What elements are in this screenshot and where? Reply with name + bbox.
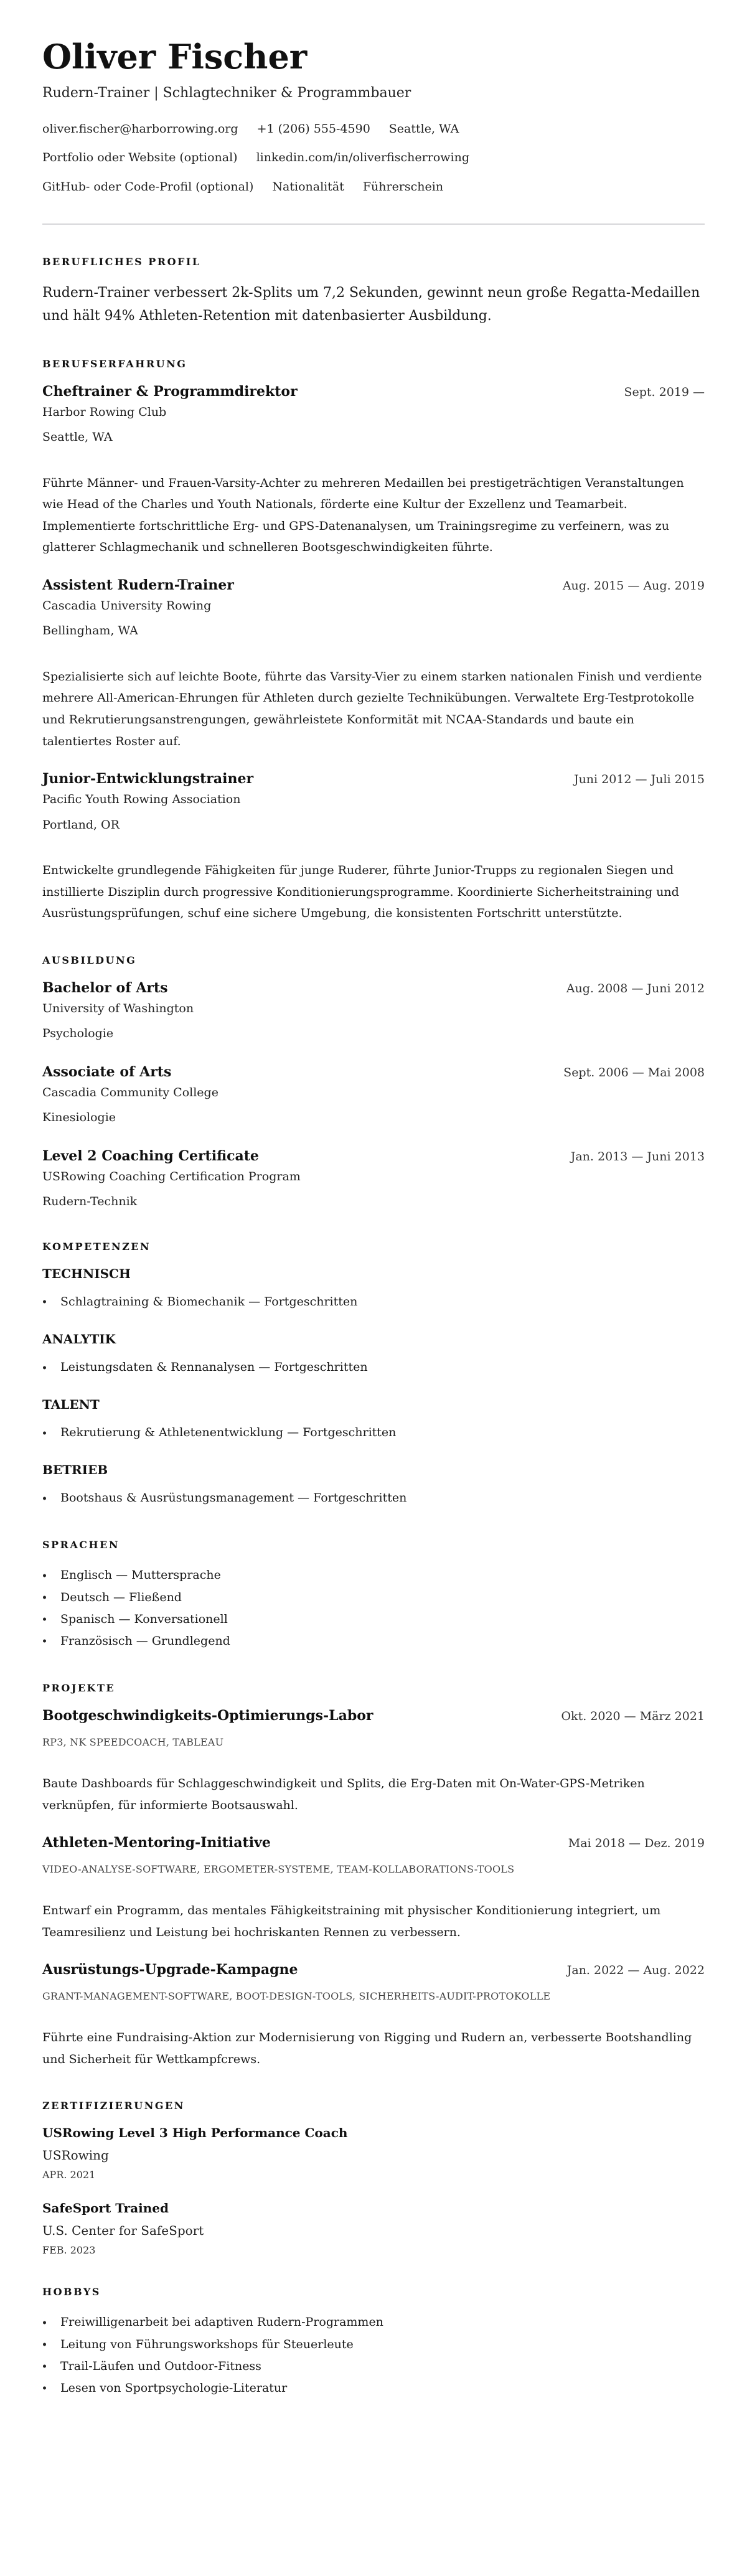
job-location: Bellingham, WA	[42, 624, 138, 638]
candidate-headline: Rudern-Trainer | Schlagtechniker & Programmbauer	[42, 85, 411, 101]
job-employer: Pacific Youth Rowing Association	[42, 792, 241, 807]
skill-item: Bootshaus & Ausrüstungsmanagement — Fortgeschritten	[42, 1487, 705, 1509]
project-entry	[42, 1962, 705, 2070]
education-dates: Aug. 2008 — Juni 2012	[566, 981, 705, 995]
skill-item: Schlagtraining & Biomechanik — Fortgeschritten	[42, 1291, 705, 1313]
resume-header	[42, 37, 705, 225]
degree-title: Bachelor of Arts	[42, 979, 168, 996]
education-entry	[42, 1148, 705, 1211]
school-name: Cascadia Community College	[42, 1085, 218, 1099]
contact-phone[interactable]: +1 (206) 555-4590	[256, 121, 370, 136]
section-title-education: AUSBILDUNG	[42, 954, 137, 966]
language-item: Französisch — Grundlegend	[42, 1630, 705, 1652]
degree-title: Associate of Arts	[42, 1063, 172, 1080]
education-dates: Jan. 2013 — Juni 2013	[570, 1149, 705, 1163]
section-education	[42, 954, 705, 1211]
contact-row-links	[42, 150, 705, 166]
section-languages	[42, 1539, 705, 1652]
section-hobbies	[42, 2286, 705, 2399]
section-title-languages: SPRACHEN	[42, 1539, 120, 1551]
section-title-profile: BERUFLICHES PROFIL	[42, 255, 201, 268]
project-entry	[42, 1708, 705, 1816]
hobby-item: Lesen von Sportpsychologie-Literatur	[42, 2377, 705, 2399]
project-description: Entwarf ein Programm, das mentales Fähigkeitstraining mit physischer Konditionierung integriert, um Teamresilienz und Leistung bei hochriskanten Rennen zu verbessern.	[42, 1904, 661, 1939]
school-name: USRowing Coaching Certification Program	[42, 1169, 301, 1183]
job-title: Junior-Entwicklungstrainer	[42, 771, 254, 787]
job-title: Assistent Rudern-Trainer	[42, 576, 234, 593]
education-entry	[42, 980, 705, 1043]
project-title: Ausrüstungs-Upgrade-Kampagne	[42, 1962, 298, 1978]
skill-list	[42, 1291, 705, 1313]
section-projects	[42, 1682, 705, 2070]
job-description: Entwickelte grundlegende Fähigkeiten für junge Ruderer, führte Junior-Trupps zu regionalen Siegen und instillierte Disziplin durch progressive Konditionierungsprogramme. Koordinierte Sicherheitstraining und Ausrüstungsprüfungen, schuf eine sichere Umgebung, die konsistenten Fortschritt unterstützte.	[42, 863, 679, 921]
job-description: Führte Männer- und Frauen-Varsity-Achter zu mehreren Medaillen bei prestigeträchtigen Veranstaltungen wie Head of the Charles und Youth Nationals, förderte eine Kultur der Exzellenz und Teamarbeit. Implementierte fortschrittliche Erg- und GPS-Datenanalysen, um Trainingsregime zu verfeinern, was zu glatterer Schlagmechanik und schnelleren Bootsgeschwindigkeiten führte.	[42, 476, 684, 555]
field-of-study: Kinesiologie	[42, 1111, 116, 1125]
section-profile	[42, 256, 705, 328]
skill-item: Leistungsdaten & Rennanalysen — Fortgeschritten	[42, 1356, 705, 1378]
certification-date: APR. 2021	[42, 2169, 96, 2181]
header-divider	[42, 223, 705, 225]
project-dates: Jan. 2022 — Aug. 2022	[566, 1963, 705, 1978]
education-entry	[42, 1064, 705, 1127]
skill-list	[42, 1356, 705, 1378]
project-tech-stack: RP3, NK SPEEDCOACH, TABLEAU	[42, 1736, 224, 1749]
section-title-projects: PROJEKTE	[42, 1682, 116, 1695]
language-item: Englisch — Muttersprache	[42, 1564, 705, 1586]
skill-category-title: TECHNISCH	[42, 1266, 131, 1281]
job-title: Cheftrainer & Programmdirektor	[42, 383, 298, 400]
candidate-name: Oliver Fischer	[42, 37, 308, 77]
certification-issuer: USRowing	[42, 2148, 109, 2163]
field-of-study: Psychologie	[42, 1027, 114, 1041]
job-dates: Juni 2012 — Juli 2015	[573, 773, 705, 787]
contact-email[interactable]: oliver.fischer@harborrowing.org	[42, 121, 238, 136]
skill-category-title: ANALYTIK	[42, 1332, 116, 1347]
project-description: Führte eine Fundraising-Aktion zur Modernisierung von Rigging und Rudern an, verbesserte Bootshandling und Sicherheit für Wettkampfcrews.	[42, 2031, 692, 2066]
section-title-certifications: ZERTIFIZIERUNGEN	[42, 2100, 185, 2112]
language-item: Spanisch — Konversationell	[42, 1609, 705, 1630]
project-tech-stack: GRANT-MANAGEMENT-SOFTWARE, BOOT-DESIGN-TOOLS, SICHERHEITS-AUDIT-PROTOKOLLE	[42, 1990, 551, 2003]
section-certifications	[42, 2100, 705, 2256]
project-title: Athleten-Mentoring-Initiative	[42, 1835, 271, 1851]
contact-linkedin[interactable]: linkedin.com/in/oliverfischerrowing	[256, 151, 470, 165]
project-description: Baute Dashboards für Schlaggeschwindigkeit und Splits, die Erg-Daten mit On-Water-GPS-Metriken verknüpfen, für informierte Bootsauswahl.	[42, 1777, 645, 1812]
project-tech-stack: VIDEO-ANALYSE-SOFTWARE, ERGOMETER-SYSTEME, TEAM-KOLLABORATIONS-TOOLS	[42, 1863, 515, 1876]
contact-row-primary	[42, 121, 705, 137]
section-title-hobbies: HOBBYS	[42, 2286, 101, 2298]
contact-row-extra	[42, 179, 705, 195]
experience-entry	[42, 577, 705, 752]
project-dates: Okt. 2020 — März 2021	[561, 1709, 705, 1724]
education-dates: Sept. 2006 — Mai 2008	[563, 1065, 705, 1079]
section-title-skills: KOMPETENZEN	[42, 1240, 151, 1253]
hobby-item: Freiwilligenarbeit bei adaptiven Rudern-Programmen	[42, 2311, 705, 2333]
contact-github[interactable]: GitHub- oder Code-Profil (optional)	[42, 180, 254, 194]
field-of-study: Rudern-Technik	[42, 1195, 138, 1209]
language-list	[42, 1564, 705, 1652]
profile-summary: Rudern-Trainer verbessert 2k-Splits um 7,2 Sekunden, gewinnt neun große Regatta-Medaillen und hält 94% Athleten-Retention mit datenbasierter Ausbildung.	[42, 284, 700, 324]
skill-category-title: BETRIEB	[42, 1462, 108, 1478]
skill-category-title: TALENT	[42, 1397, 100, 1413]
hobby-item: Trail-Läufen und Outdoor-Fitness	[42, 2356, 705, 2377]
certification-entry	[42, 2125, 705, 2181]
hobby-list	[42, 2311, 705, 2399]
skill-list	[42, 1422, 705, 1444]
contact-nationality: Nationalität	[272, 180, 344, 194]
job-location: Portland, OR	[42, 817, 120, 832]
contact-location: Seattle, WA	[388, 121, 459, 136]
section-experience	[42, 358, 705, 924]
job-employer: Harbor Rowing Club	[42, 405, 167, 419]
section-skills	[42, 1241, 705, 1510]
certification-title: USRowing Level 3 High Performance Coach	[42, 2125, 348, 2141]
project-entry	[42, 1835, 705, 1943]
job-location: Seattle, WA	[42, 430, 113, 444]
job-dates: Sept. 2019 —	[624, 385, 705, 399]
language-item: Deutsch — Fließend	[42, 1587, 705, 1609]
job-employer: Cascadia University Rowing	[42, 598, 212, 613]
contact-drivers-license: Führerschein	[362, 180, 444, 194]
certification-title: SafeSport Trained	[42, 2201, 169, 2216]
degree-title: Level 2 Coaching Certificate	[42, 1147, 259, 1164]
certification-entry	[42, 2201, 705, 2256]
contact-portfolio[interactable]: Portfolio oder Website (optional)	[42, 151, 238, 165]
job-dates: Aug. 2015 — Aug. 2019	[562, 578, 705, 593]
project-title: Bootgeschwindigkeits-Optimierungs-Labor	[42, 1708, 374, 1724]
certification-date: FEB. 2023	[42, 2244, 96, 2257]
certification-issuer: U.S. Center for SafeSport	[42, 2223, 204, 2239]
project-dates: Mai 2018 — Dez. 2019	[568, 1836, 705, 1851]
experience-entry	[42, 771, 705, 924]
skill-list	[42, 1487, 705, 1509]
job-description: Spezialisierte sich auf leichte Boote, führte das Varsity-Vier zu einem starken nationalen Finish und verdiente mehrere All-American-Ehrungen für Athleten durch gezielte Technikübungen. Verwaltete Erg-Testprotokolle und Rekrutierungsanstrengungen, gewährleistete Konformität mit NCAA-Standards und baute ein talentiertes Roster auf.	[42, 669, 702, 748]
skill-item: Rekrutierung & Athletenentwicklung — Fortgeschritten	[42, 1422, 705, 1444]
section-title-experience: BERUFSERFAHRUNG	[42, 357, 187, 370]
experience-entry	[42, 383, 705, 558]
hobby-item: Leitung von Führungsworkshops für Steuerleute	[42, 2334, 705, 2356]
school-name: University of Washington	[42, 1001, 194, 1015]
